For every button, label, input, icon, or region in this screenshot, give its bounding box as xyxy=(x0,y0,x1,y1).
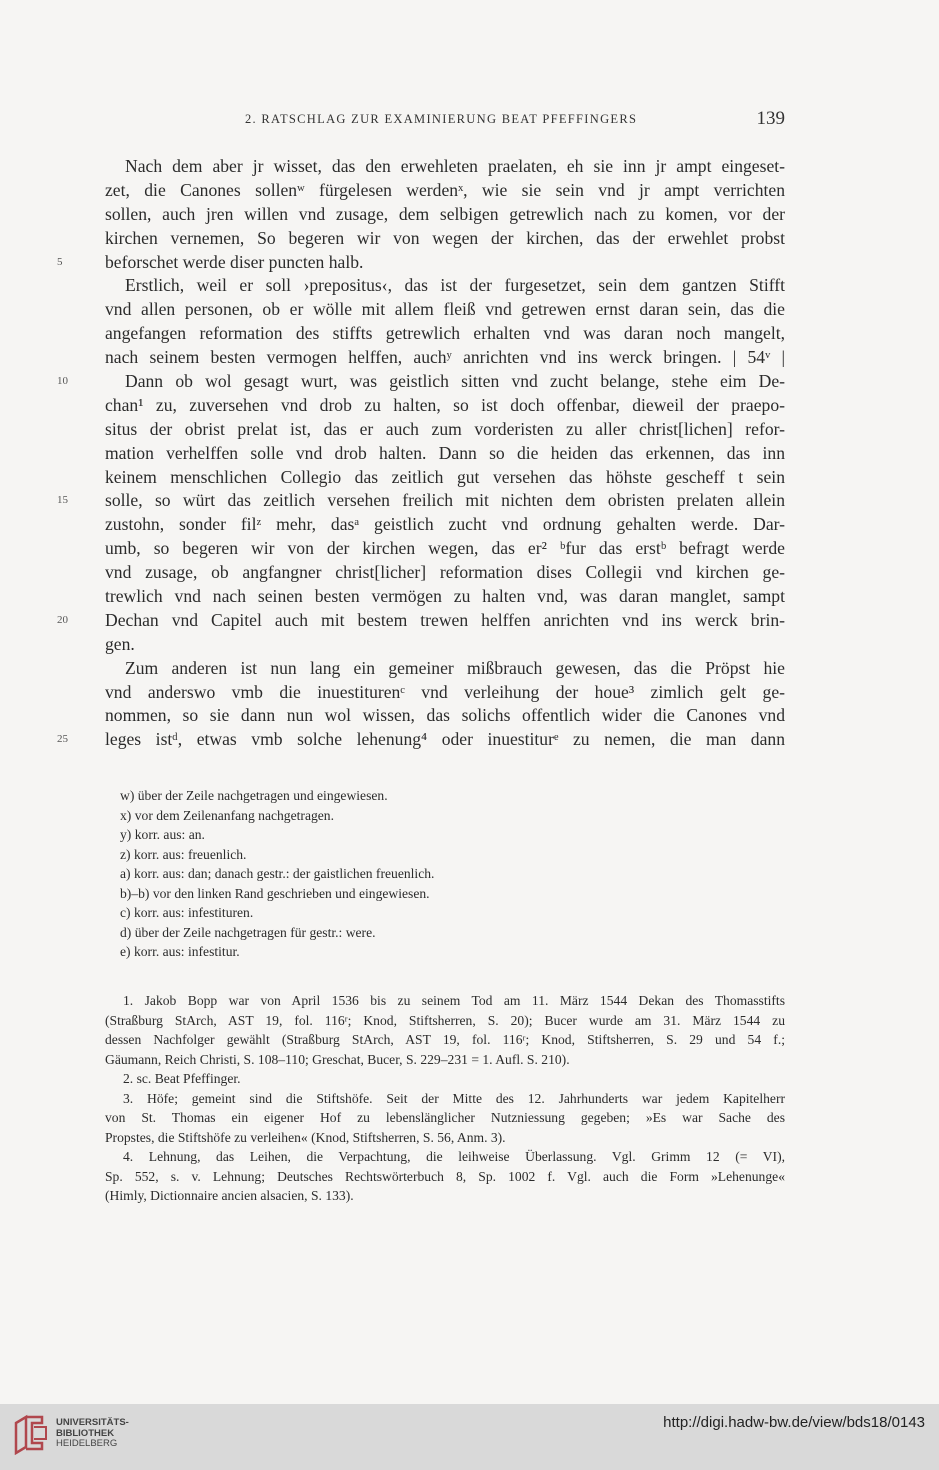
page-number: 139 xyxy=(756,108,785,129)
library-name xyxy=(56,1418,129,1450)
critical-apparatus xyxy=(120,786,785,962)
text-line: keinem menschlichen Collegio das zeitlich gut versehen das höhste gescheff t sein xyxy=(105,466,785,487)
apparatus-note: a) korr. aus: dan; danach gestr.: der gaistlichen freuenlich. xyxy=(120,866,435,881)
footnote-line: 2. sc. Beat Pfeffinger. xyxy=(123,1071,241,1086)
permalink-url[interactable]: http://digi.hadw-bw.de/view/bds18/0143 xyxy=(663,1414,925,1431)
line-number: 10 xyxy=(57,375,68,388)
text-line: gen. xyxy=(105,633,135,654)
text-line: Nach dem aber jr wisset, das den erwehleten praelaten, eh sie inn jr ampt eingeset- xyxy=(125,156,785,176)
line-number: 25 xyxy=(57,733,68,746)
text-line: nach seinem besten vermogen helffen, auchʸ anrichten vnd ins werck bringen. | 54ᵛ | xyxy=(105,347,785,368)
text-line: kirchen vernemen, So begeren wir von wegen der kirchen, das der erwehlet probst xyxy=(105,227,785,248)
apparatus-note: b)–b) vor den linken Rand geschrieben und eingewiesen. xyxy=(120,885,430,901)
text-line xyxy=(57,609,785,633)
main-text xyxy=(57,155,785,752)
running-title: 2. RATSCHLAG ZUR EXAMINIERUNG BEAT PFEFFINGERS xyxy=(245,112,638,126)
apparatus-note: e) korr. aus: infestitur. xyxy=(120,944,240,959)
text-line: zustohn, sonder filᶻ mehr, dasᵃ geistlich zucht vnd ordnung gehalten werde. Dar- xyxy=(105,514,785,535)
text-line: angefangen reformation des stiffts getrewlich erhalten vnd was daran noch mangelt, xyxy=(105,323,785,344)
library-logo-icon xyxy=(12,1413,52,1455)
text-line xyxy=(57,370,785,394)
line-number: 20 xyxy=(57,613,68,626)
text-line: vnd allen personen, ob er wölle mit allem fleiß vnd getrewen ernst daran sein, das die xyxy=(105,299,785,320)
footnote-line: Sp. 552, s. v. Lehnung; Deutsches Rechtswörterbuch 8, Sp. 1002 f. Vgl. auch die Form »Lehenunge« xyxy=(105,1168,785,1184)
text-line: Zum anderen ist nun lang ein gemeiner mißbrauch gewesen, das die Pröpst hie xyxy=(125,657,785,678)
viewer-footer xyxy=(0,1404,939,1470)
text-line-content: Dann ob wol gesagt wurt, was geistlich sitten vnd zucht belange, stehe eim De- xyxy=(125,371,785,392)
library-name-line: BIBLIOTHEK xyxy=(56,1427,115,1439)
text-line-content: Dechan vnd Capitel auch mit bestem trewen helffen anrichten vnd ins werck brin- xyxy=(105,609,785,630)
text-line: mation verhelffen solle vnd drob halten. Dann so die heiden das erkennen, das inn xyxy=(105,442,785,463)
apparatus-note: z) korr. aus: freuenlich. xyxy=(120,846,247,862)
text-line xyxy=(57,489,785,513)
apparatus-note: d) über der Zeile nachgetragen für gestr.: were. xyxy=(120,924,376,940)
footnote-line: 1. Jakob Bopp war von April 1536 bis zu seinem Tod am 11. März 1544 Dekan des Thomasstifts xyxy=(123,993,785,1008)
text-line: umb, so begeren wir von der kirchen wegen, das er² ᵇfur das erstᵇ befragt werde xyxy=(105,538,785,559)
apparatus-note: y) korr. aus: an. xyxy=(120,827,205,842)
footnote-line: von St. Thomas ein eigener Hof zu lebenslänglicher Nutzniessung gegeben; »Es war Sache des xyxy=(105,1110,785,1125)
text-line: vnd zusage, ob angfangner christ[licher] reformation dises Collegii vnd kirchen ge- xyxy=(105,562,785,583)
footnote-line: Gäumann, Reich Christi, S. 108–110; Greschat, Bucer, S. 229–231 = 1. Aufl. S. 210). xyxy=(105,1051,570,1067)
footnote-line: 4. Lehnung, das Leihen, die Verpachtung, die leihweise Überlassung. Vgl. Grimm 12 (= VI), xyxy=(123,1149,785,1164)
page-header xyxy=(105,110,785,132)
line-number: 15 xyxy=(57,494,68,507)
footnote-line: (Himly, Dictionnaire ancien alsacien, S. 133). xyxy=(105,1188,354,1203)
text-line-content: beforschet werde diser puncten halb. xyxy=(105,251,364,272)
text-line: chan¹ zu, zuversehen vnd drob zu halten, so ist doch offenbar, dieweil der praepo- xyxy=(105,394,785,415)
text-line: Erstlich, weil er soll ›prepositus‹, das ist der furgesetzet, sein dem gantzen Stifft xyxy=(125,275,785,296)
text-line: zet, die Canones sollenʷ fürgelesen werdenˣ, wie sie sein vnd jr ampt verrichten xyxy=(105,179,785,200)
library-name-line: HEIDELBERG xyxy=(56,1438,118,1449)
text-line-content: leges istᵈ, etwas vmb solche lehenung⁴ oder inuestiturᵉ zu nemen, die man dann xyxy=(105,729,785,750)
text-line xyxy=(57,251,785,275)
footnote-line: 3. Höfe; gemeint sind die Stiftshöfe. Seit der Mitte des 12. Jahrhunderts war jedem Kapitelherr xyxy=(123,1090,785,1106)
apparatus-note: c) korr. aus: infestituren. xyxy=(120,905,254,920)
text-line: trewlich vnd nach seinen besten vermögen zu halten vnd, was daran manglet, sampt xyxy=(105,586,785,607)
text-line xyxy=(57,728,785,752)
footnote-line: Propstes, die Stiftshöfe zu verleihen« (Knod, Stiftsherren, S. 56, Anm. 3). xyxy=(105,1129,506,1145)
library-name-line: UNIVERSITÄTS- xyxy=(56,1417,129,1428)
line-number: 5 xyxy=(57,255,63,268)
text-line: situs der obrist prelat ist, das er auch zum vorderisten zu aller christ[lichen] refor- xyxy=(105,418,785,439)
footnote-line: (Straßburg StArch, AST 19, fol. 116ʳ; Knod, Stiftsherren, S. 20); Bucer wurde am 31. März 1544 zu xyxy=(105,1012,785,1028)
text-line: vnd anderswo vmb die inuestiturenᶜ vnd verleihung der houe³ zimlich gelt ge- xyxy=(105,681,785,702)
text-line-content: solle, so würt das zeitlich versehen freilich mit nichten dem obristen prelaten allein xyxy=(105,490,785,511)
footnote-line: dessen Nachfolger gewählt (Straßburg StArch, AST 19, fol. 116ʳ; Knod, Stiftsherren, S. 29 und 54 f.; xyxy=(105,1032,785,1047)
text-line: nommen, so sie dann nun wol wissen, das solichs offentlich wider die Canones vnd xyxy=(105,705,785,726)
text-line: sollen, auch jren willen vnd zusage, dem selbigen getrewlich nach zu komen, vor der xyxy=(105,203,785,224)
apparatus-note: x) vor dem Zeilenanfang nachgetragen. xyxy=(120,807,335,823)
apparatus-note: w) über der Zeile nachgetragen und eingewiesen. xyxy=(120,788,388,803)
footnotes xyxy=(105,991,785,1206)
